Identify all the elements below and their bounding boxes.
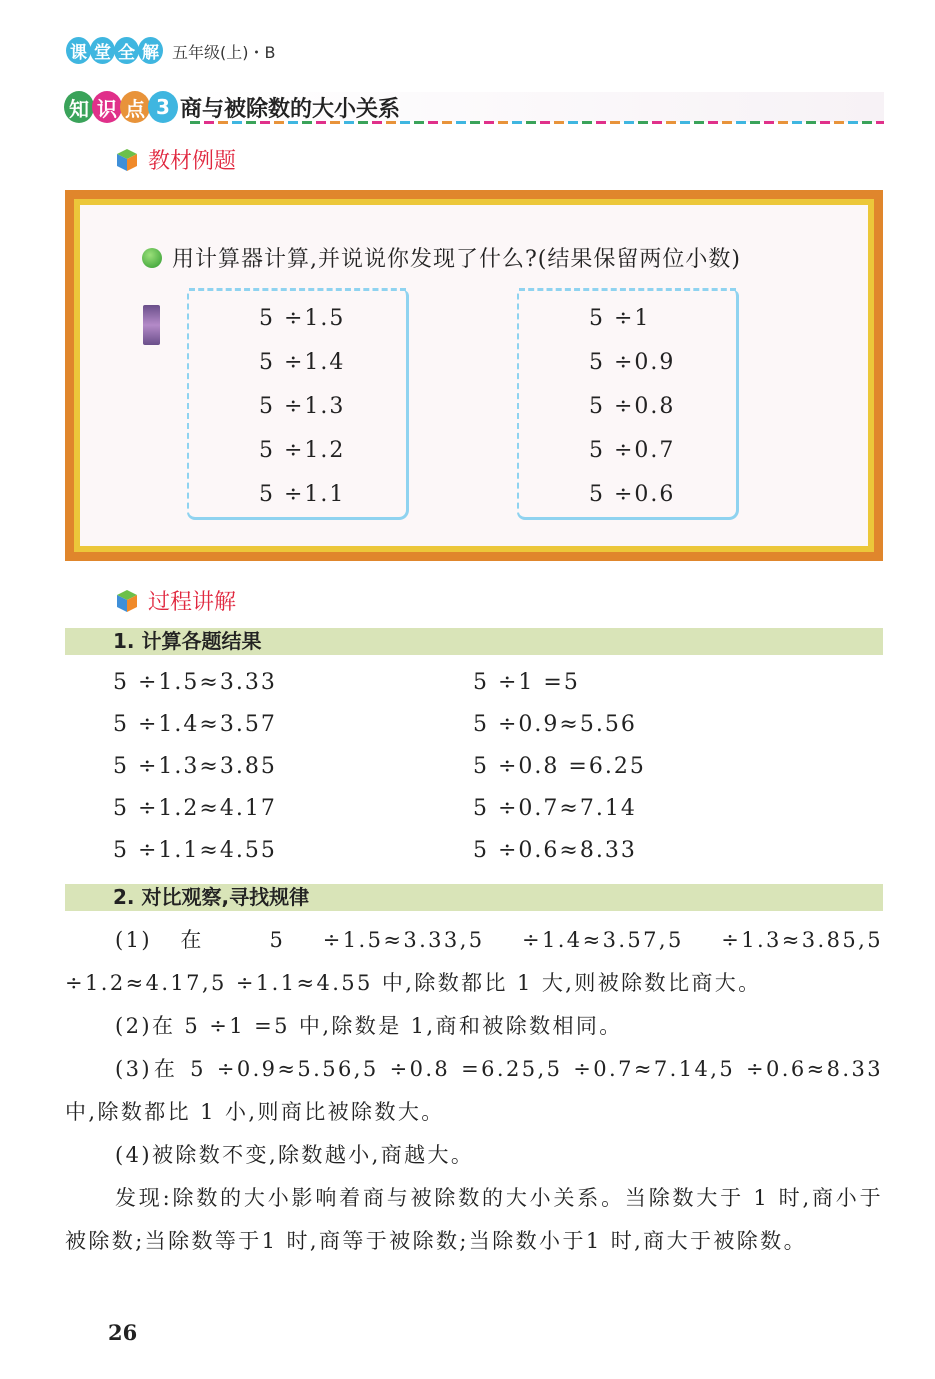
kp-badge: 识 bbox=[92, 91, 122, 123]
question bbox=[142, 242, 741, 273]
example-heading bbox=[116, 144, 236, 175]
expression: 5 ÷1.1 bbox=[259, 482, 346, 507]
result: 5 ÷1.3≈3.85 bbox=[113, 754, 277, 779]
logo-char: 堂 bbox=[90, 37, 115, 64]
expression: 5 ÷0.7 bbox=[589, 438, 676, 463]
calculator-icon bbox=[143, 305, 160, 345]
expression: 5 ÷0.8 bbox=[589, 394, 676, 419]
cube-icon bbox=[116, 589, 138, 613]
result: 5 ÷0.8 =6.25 bbox=[473, 754, 646, 779]
expression: 5 ÷0.9 bbox=[589, 350, 676, 375]
result: 5 ÷1.4≈3.57 bbox=[113, 712, 277, 737]
process-title: 过程讲解 bbox=[148, 590, 237, 615]
paragraph: (2)在 5 ÷1 =5 中,除数是 1,商和被除数相同。 bbox=[115, 1014, 623, 1038]
series-logo bbox=[66, 37, 162, 64]
kp-badge: 点 bbox=[120, 91, 150, 123]
result: 5 ÷1 =5 bbox=[473, 670, 580, 695]
knowledge-point-heading bbox=[64, 91, 400, 123]
result: 5 ÷1.5≈3.33 bbox=[113, 670, 277, 695]
expression-card-left bbox=[187, 290, 409, 520]
paragraph: (3)在 5 ÷0.9≈5.56,5 ÷0.8 =6.25,5 ÷0.7≈7.14,5 ÷0.6≈8.33 中,除数都比 1 小,则商比被除数大。 bbox=[65, 1057, 883, 1124]
step2-bar: 2. 对比观察,寻找规律 bbox=[65, 884, 883, 911]
logo-char: 全 bbox=[114, 37, 139, 64]
expression: 5 ÷1.2 bbox=[259, 438, 346, 463]
expression: 5 ÷1.4 bbox=[259, 350, 346, 375]
dashed-divider bbox=[190, 121, 884, 124]
expression: 5 ÷1 bbox=[589, 306, 651, 331]
logo-char: 解 bbox=[138, 37, 163, 64]
expression-card-right bbox=[517, 290, 739, 520]
result: 5 ÷0.6≈8.33 bbox=[473, 838, 637, 863]
question-text: 用计算器计算,并说说你发现了什么?(结果保留两位小数) bbox=[172, 247, 741, 272]
paragraph: 发现:除数的大小影响着商与被除数的大小关系。当除数大于 1 时,商小于被除数;当除数等于1 时,商等于被除数;当除数小于1 时,商大于被除数。 bbox=[65, 1186, 883, 1253]
expression: 5 ÷0.6 bbox=[589, 482, 676, 507]
step1-bar: 1. 计算各题结果 bbox=[65, 628, 883, 655]
page-number: 26 bbox=[108, 1320, 138, 1345]
green-dot-icon bbox=[142, 248, 162, 268]
result: 5 ÷1.1≈4.55 bbox=[113, 838, 277, 863]
result: 5 ÷1.2≈4.17 bbox=[113, 796, 277, 821]
expression: 5 ÷1.5 bbox=[259, 306, 346, 331]
paragraph: (1)在 5 ÷1.5≈3.33,5 ÷1.4≈3.57,5 ÷1.3≈3.85,5 ÷1.2≈4.17,5 ÷1.1≈4.55 中,除数都比 1 大,则被除数比商大。 bbox=[65, 928, 883, 995]
section-title: 商与被除数的大小关系 bbox=[180, 96, 401, 122]
example-title: 教材例题 bbox=[148, 149, 237, 174]
result: 5 ÷0.7≈7.14 bbox=[473, 796, 637, 821]
paragraph: (4)被除数不变,除数越小,商越大。 bbox=[115, 1143, 475, 1167]
process-heading bbox=[116, 585, 236, 616]
logo-char: 课 bbox=[66, 37, 91, 64]
expression: 5 ÷1.3 bbox=[259, 394, 346, 419]
kp-badge: 知 bbox=[64, 91, 94, 123]
result: 5 ÷0.9≈5.56 bbox=[473, 712, 637, 737]
cube-icon bbox=[116, 148, 138, 172]
book-title: 五年级(上)・B bbox=[172, 43, 276, 62]
kp-badge: 3 bbox=[148, 91, 178, 123]
